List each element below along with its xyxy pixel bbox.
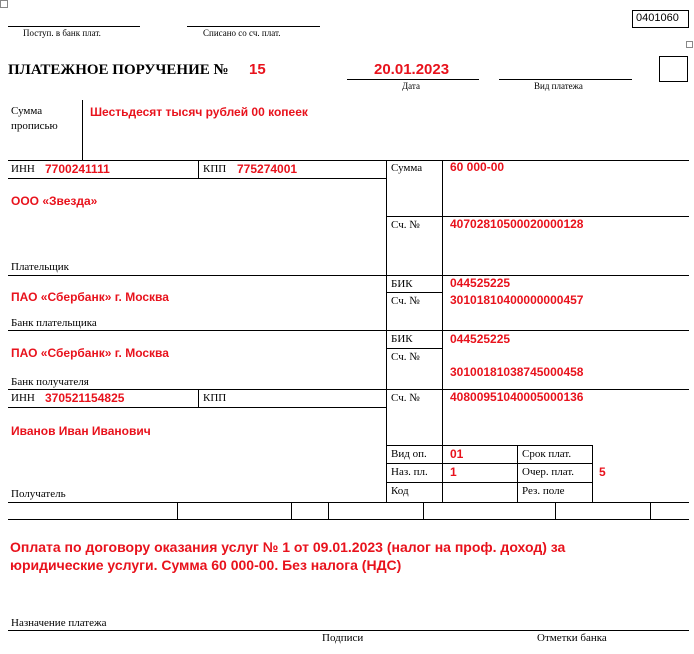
grid-line — [517, 445, 518, 502]
amount-words-divider — [82, 100, 83, 160]
date-label: Дата — [402, 81, 420, 91]
payee-inn: 370521154825 — [45, 391, 125, 405]
form-code: 0401060 — [636, 12, 679, 24]
payee-inn-label: ИНН — [11, 392, 35, 404]
purpose-label: Назначение платежа — [11, 617, 107, 629]
purpose-line — [8, 630, 689, 631]
purpose-text-1: Оплата по договору оказания услуг № 1 от 09.01.2023 (налог на проф. доход) за — [10, 539, 566, 555]
purpose-code-label: Наз. пл. — [391, 466, 428, 478]
grid-line — [328, 502, 329, 519]
grid-line — [650, 502, 651, 519]
grid-line — [386, 463, 592, 464]
reserve-label: Рез. поле — [522, 485, 565, 497]
grid-line — [423, 502, 424, 519]
grid-line — [592, 445, 593, 502]
payer-account-label: Сч. № — [391, 219, 420, 231]
debited-date-line — [187, 26, 320, 27]
payment-type-line — [499, 79, 632, 80]
grid-line — [8, 178, 386, 179]
payee-account-label: Сч. № — [391, 392, 420, 404]
grid-line — [8, 330, 689, 331]
grid-line — [8, 407, 386, 408]
payee-label: Получатель — [11, 488, 66, 500]
amount-words-label-1: Сумма — [11, 105, 43, 117]
purpose-code: 1 — [450, 465, 457, 479]
bank-marks-label: Отметки банка — [537, 632, 607, 644]
payee-name: Иванов Иван Иванович — [11, 424, 151, 438]
grid-line — [386, 445, 592, 446]
payer-inn-label: ИНН — [11, 163, 35, 175]
grid-line — [442, 160, 443, 502]
payer-bank-label: Банк плательщика — [11, 317, 97, 329]
document-number: 15 — [249, 61, 266, 78]
corner-mark-icon — [0, 0, 8, 8]
grid-line — [8, 502, 689, 503]
payee-account: 40800951040005000136 — [450, 390, 584, 404]
op-type: 01 — [450, 447, 464, 461]
corner-mark-icon — [686, 41, 693, 48]
grid-line — [177, 502, 178, 519]
payer-bank-bik: 044525225 — [450, 276, 511, 290]
date-line — [347, 79, 479, 80]
payer-label: Плательщик — [11, 261, 69, 273]
grid-line — [386, 348, 442, 349]
grid-line — [555, 502, 556, 519]
priority-label: Очер. плат. — [522, 466, 575, 478]
priority: 5 — [599, 465, 606, 479]
signatures-label: Подписи — [322, 632, 364, 644]
payer-account: 40702810500020000128 — [450, 217, 584, 231]
grid-line — [386, 160, 387, 502]
received-label: Поступ. в банк плат. — [23, 28, 101, 38]
payment-status-box — [659, 56, 688, 82]
payee-bank-account: 30100181038745000458 — [450, 365, 584, 379]
sum-value: 60 000-00 — [450, 160, 505, 174]
grid-line — [198, 389, 199, 407]
grid-line — [291, 502, 292, 519]
amount-words-value: Шестьдесят тысяч рублей 00 копеек — [90, 105, 308, 119]
grid-line — [8, 275, 689, 276]
payee-bank-account-label: Сч. № — [391, 351, 420, 363]
op-type-label: Вид оп. — [391, 448, 427, 460]
payer-bank-name: ПАО «Сбербанк» г. Москва — [11, 290, 169, 304]
purpose-text-2: юридические услуги. Сумма 60 000-00. Без налога (НДС) — [10, 557, 402, 573]
payer-kpp-label: КПП — [203, 163, 227, 175]
payee-bank-bik-label: БИК — [391, 333, 413, 345]
grid-line — [8, 160, 689, 161]
payee-bank-bik: 044525225 — [450, 332, 511, 346]
sum-label: Сумма — [391, 162, 423, 174]
payee-bank-name: ПАО «Сбербанк» г. Москва — [11, 346, 169, 360]
grid-line — [386, 292, 442, 293]
document-title: ПЛАТЕЖНОЕ ПОРУЧЕНИЕ № — [8, 62, 229, 78]
payer-inn: 7700241111 — [45, 162, 110, 176]
payer-kpp: 775274001 — [237, 162, 298, 176]
amount-words-label-2: прописью — [11, 120, 58, 132]
received-date-line — [8, 26, 140, 27]
payee-kpp-label: КПП — [203, 392, 227, 404]
grid-line — [198, 160, 199, 178]
grid-line — [386, 482, 592, 483]
grid-line — [8, 389, 689, 390]
document-date: 20.01.2023 — [374, 61, 450, 78]
payee-bank-label: Банк получателя — [11, 376, 89, 388]
payer-bank-account-label: Сч. № — [391, 295, 420, 307]
payer-bank-account: 30101810400000000457 — [450, 293, 584, 307]
payment-type-label: Вид платежа — [534, 81, 583, 91]
grid-line — [8, 519, 689, 520]
term-label: Срок плат. — [522, 448, 572, 460]
debited-label: Списано со сч. плат. — [203, 28, 281, 38]
payer-bank-bik-label: БИК — [391, 278, 413, 290]
code-label: Код — [391, 485, 409, 497]
payer-name: ООО «Звезда» — [11, 194, 98, 208]
